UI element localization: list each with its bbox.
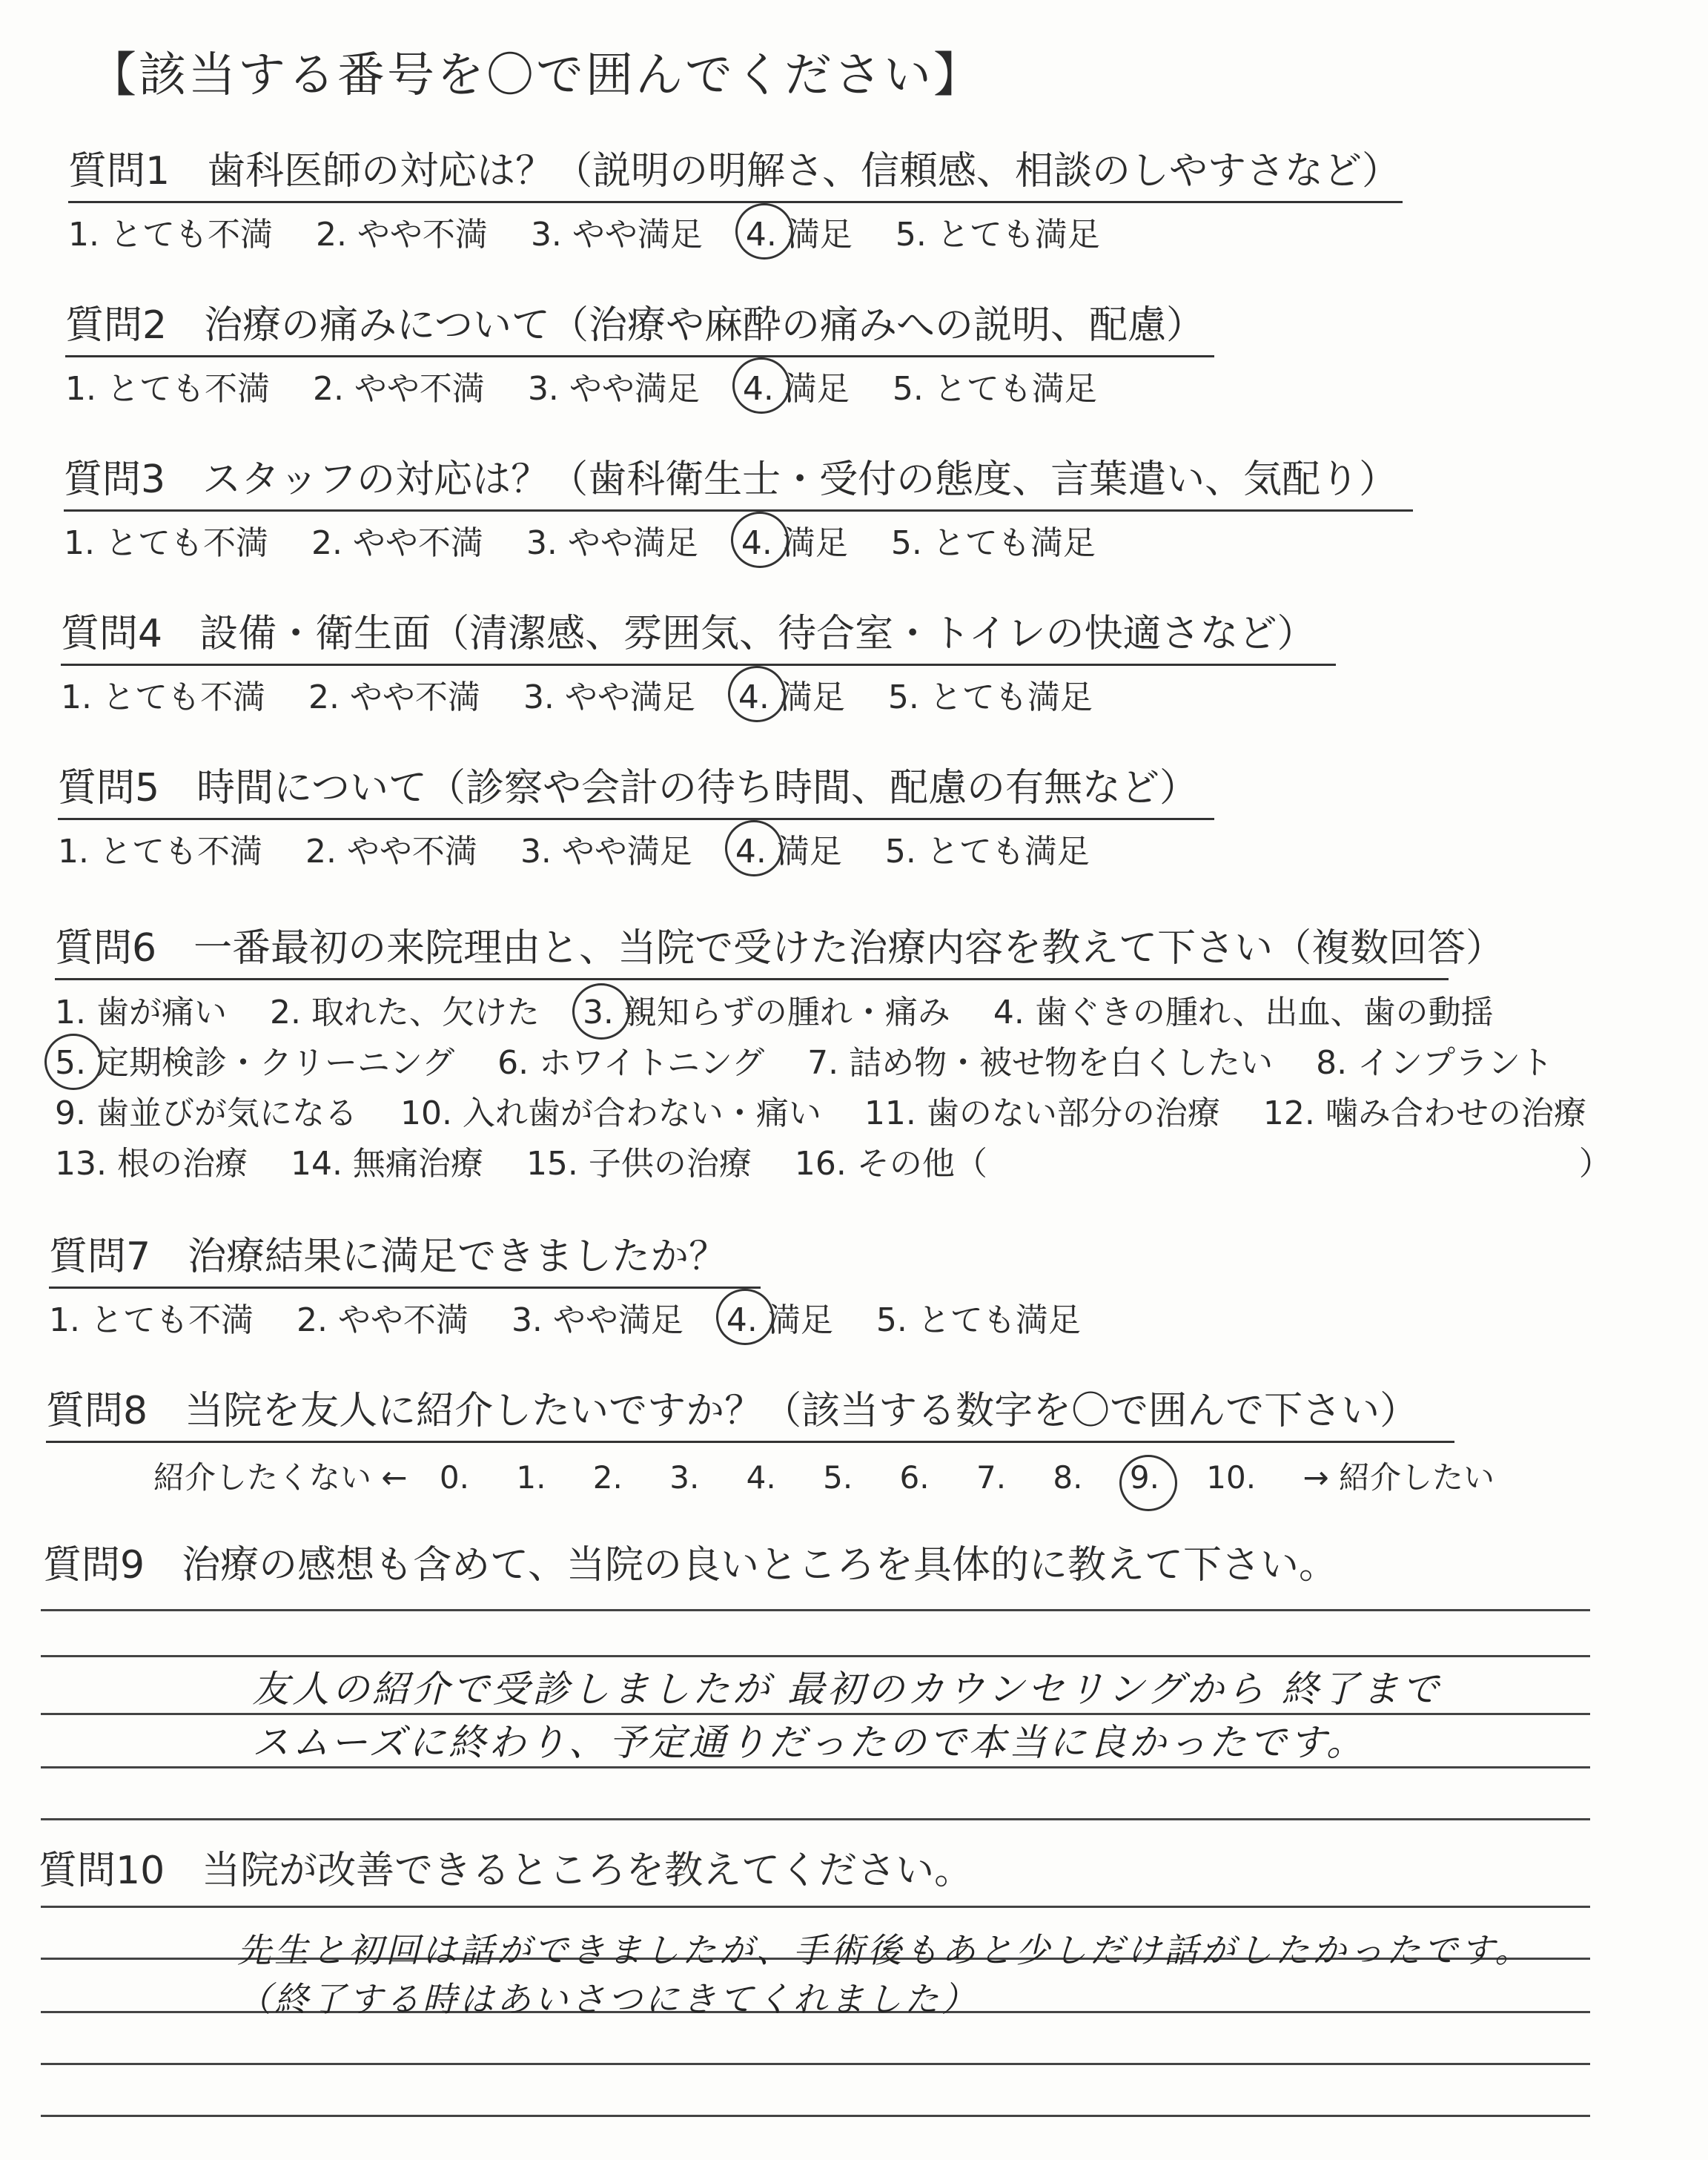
question-7-options: [49, 1293, 1113, 1341]
option-4-circled[interactable]: 4. 満足: [738, 670, 845, 718]
answer-line: [41, 1818, 1590, 1820]
option-2[interactable]: 2. やや不満: [315, 216, 488, 254]
option-9[interactable]: 9. 歯並びが気になる: [55, 1094, 357, 1132]
scale-9-circled[interactable]: 9.: [1129, 1459, 1159, 1496]
option-4-circled[interactable]: 4. 満足: [746, 208, 853, 255]
option-5[interactable]: 5. とても満足: [890, 524, 1096, 562]
question-10-answer-line-2[interactable]: （終了する時はあいさつにきてくれました）: [237, 1979, 979, 2019]
scale-7[interactable]: 7.: [976, 1459, 1007, 1496]
page-title: 【該当する番号を〇で囲んでください】: [89, 48, 983, 103]
option-4-circled[interactable]: 4. 満足: [741, 516, 848, 564]
option-3[interactable]: 3. やや満足: [523, 678, 695, 716]
option-16-other[interactable]: 16. その他（: [794, 1145, 987, 1183]
options-row-1: [55, 988, 1619, 1038]
question-8: [46, 1379, 1517, 1498]
scale-10[interactable]: 10.: [1206, 1459, 1257, 1496]
question-10: [39, 1839, 973, 1895]
question-8-text: 当院を友人に紹介したいですか？（該当する数字を〇で囲んで下さい）: [185, 1389, 1419, 1433]
question-10-heading: [39, 1839, 973, 1895]
question-10-text: 当院が改善できるところを教えてください。: [202, 1849, 973, 1893]
question-3: [64, 448, 1413, 564]
option-2[interactable]: 2. やや不満: [308, 678, 480, 716]
question-6-heading: [55, 916, 1505, 980]
question-7-text: 治療結果に満足できましたか？: [188, 1235, 728, 1279]
option-6[interactable]: 6. ホワイトニング: [497, 1044, 765, 1082]
option-3[interactable]: 3. やや満足: [520, 833, 692, 871]
question-3-number: 質問3: [64, 458, 166, 502]
option-13[interactable]: 13. 根の治療: [55, 1145, 248, 1183]
option-3[interactable]: 3. やや満足: [511, 1301, 683, 1339]
question-2-options: [65, 362, 1214, 409]
question-2: [65, 294, 1214, 409]
question-6-text: 一番最初の来院理由と、当院で受けた治療内容を教えて下さい（複数回答）: [193, 926, 1505, 971]
option-5[interactable]: 5. とても満足: [895, 216, 1100, 254]
option-3[interactable]: 3. やや満足: [527, 370, 700, 408]
option-1[interactable]: 1. とても不満: [68, 216, 273, 254]
option-4-circled[interactable]: 4. 満足: [735, 825, 842, 872]
question-9: [43, 1533, 1337, 1589]
scale-6[interactable]: 6.: [899, 1459, 930, 1496]
answer-line: [41, 2115, 1590, 2117]
question-2-number: 質問2: [65, 303, 168, 348]
answer-line: [41, 1609, 1590, 1611]
option-5-circled[interactable]: 5. 定期検診・クリーニング: [55, 1038, 454, 1089]
scale-right-label: → 紹介したい: [1302, 1459, 1494, 1496]
question-1-text: 歯科医師の対応は？（説明の明解さ、信頼感、相談のしやすさなど）: [207, 149, 1401, 194]
option-4-circled[interactable]: 4. 満足: [743, 362, 850, 409]
scale-4[interactable]: 4.: [746, 1459, 776, 1496]
question-7-heading: [49, 1225, 761, 1289]
scale-8[interactable]: 8.: [1053, 1459, 1083, 1496]
question-3-heading: [64, 448, 1413, 512]
question-4-heading: [61, 602, 1336, 666]
option-12[interactable]: 12. 噛み合わせの治療: [1262, 1094, 1586, 1132]
question-7-number: 質問7: [49, 1235, 151, 1279]
option-3[interactable]: 3. やや満足: [526, 524, 698, 562]
question-6: [55, 916, 1619, 1189]
option-1[interactable]: 1. とても不満: [58, 833, 262, 871]
question-9-heading: [43, 1533, 1337, 1589]
question-2-heading: [65, 294, 1214, 357]
question-9-text: 治療の感想も含めて、当院の良いところを具体的に教えて下さい。: [182, 1543, 1338, 1588]
options-row-4: [55, 1139, 1619, 1189]
other-close-paren: ）: [1578, 1145, 1612, 1183]
scale-1[interactable]: 1.: [516, 1459, 546, 1496]
question-1-options: [68, 208, 1403, 255]
option-5[interactable]: 5. とても満足: [875, 1301, 1081, 1339]
option-2[interactable]: 2. やや不満: [311, 524, 483, 562]
question-1: [68, 139, 1403, 255]
question-2-text: 治療の痛みについて（治療や麻酔の痛みへの説明、配慮）: [204, 303, 1205, 348]
answer-line: [41, 2063, 1590, 2065]
option-1[interactable]: 1. とても不満: [61, 678, 265, 716]
scale-5[interactable]: 5.: [823, 1459, 853, 1496]
question-4-number: 質問4: [61, 612, 163, 656]
question-5-options: [58, 825, 1214, 872]
question-9-answer-line-1[interactable]: 友人の紹介で受診しましたが 最初のカウンセリングから 終了まで: [252, 1668, 1442, 1711]
question-3-options: [64, 516, 1413, 564]
options-row-2: [55, 1038, 1619, 1089]
option-4[interactable]: 4. 歯ぐきの腫れ、出血、歯の動揺: [993, 994, 1494, 1031]
option-15[interactable]: 15. 子供の治療: [526, 1145, 752, 1183]
answer-line: [41, 1655, 1590, 1657]
answer-line: [41, 1766, 1590, 1768]
option-8[interactable]: 8. インプラント: [1316, 1044, 1554, 1082]
option-4-circled[interactable]: 4. 満足: [726, 1293, 833, 1341]
option-3[interactable]: 3. やや満足: [530, 216, 703, 254]
question-5-number: 質問5: [58, 766, 160, 810]
question-4-options: [61, 670, 1336, 718]
option-5[interactable]: 5. とても満足: [892, 370, 1097, 408]
option-7[interactable]: 7. 詰め物・被せ物を白くしたい: [807, 1044, 1274, 1082]
question-10-number: 質問10: [39, 1849, 165, 1893]
option-1[interactable]: 1. とても不満: [49, 1301, 254, 1339]
scale-3[interactable]: 3.: [669, 1459, 700, 1496]
question-8-number: 質問8: [46, 1389, 148, 1433]
question-5: [58, 756, 1214, 872]
option-2[interactable]: 2. やや不満: [312, 370, 485, 408]
scale-0[interactable]: 0.: [439, 1459, 469, 1496]
question-1-heading: [68, 139, 1403, 203]
option-5[interactable]: 5. とても満足: [887, 678, 1093, 716]
option-3-circled[interactable]: 3. 親知らずの腫れ・痛み: [583, 988, 950, 1038]
scale-left-label: 紹介したくない ←: [153, 1459, 408, 1496]
question-9-number: 質問9: [43, 1543, 145, 1588]
question-5-heading: [58, 756, 1214, 820]
question-5-text: 時間について（診察や会計の待ち時間、配慮の有無など）: [196, 766, 1199, 810]
scale-2[interactable]: 2.: [592, 1459, 623, 1496]
answer-line: [41, 1906, 1590, 1908]
question-4: [61, 602, 1336, 718]
options-row-3: [55, 1089, 1619, 1139]
option-2[interactable]: 2. やや不満: [296, 1301, 469, 1339]
option-14[interactable]: 14. 無痛治療: [290, 1145, 483, 1183]
question-10-answer-line-1[interactable]: 先生と初回は話ができましたが、手術後もあと少しだけ話がしたかったです。: [237, 1930, 1532, 1970]
option-2[interactable]: 2. 取れた、欠けた: [269, 994, 540, 1031]
question-9-answer-line-2[interactable]: スムーズに終わり、予定通りだったので本当に良かったです。: [252, 1721, 1366, 1764]
question-8-heading: [46, 1379, 1454, 1443]
option-1[interactable]: 1. 歯が痛い: [55, 994, 227, 1031]
option-10[interactable]: 10. 入れ歯が合わない・痛い: [400, 1094, 821, 1132]
question-3-text: スタッフの対応は？（歯科衛生士・受付の態度、言葉遣い、気配り）: [202, 458, 1398, 502]
option-2[interactable]: 2. やや不満: [305, 833, 477, 871]
question-8-scale: [46, 1453, 1517, 1498]
option-1[interactable]: 1. とても不満: [64, 524, 268, 562]
question-1-number: 質問1: [68, 149, 171, 194]
question-4-text: 設備・衛生面（清潔感、雰囲気、待合室・トイレの快適さなど）: [199, 612, 1316, 656]
option-5[interactable]: 5. とても満足: [884, 833, 1090, 871]
option-1[interactable]: 1. とても不満: [65, 370, 270, 408]
question-6-options: [55, 988, 1619, 1189]
question-6-number: 質問6: [55, 926, 157, 971]
question-7: [49, 1225, 1113, 1341]
option-11[interactable]: 11. 歯のない部分の治療: [864, 1094, 1220, 1132]
